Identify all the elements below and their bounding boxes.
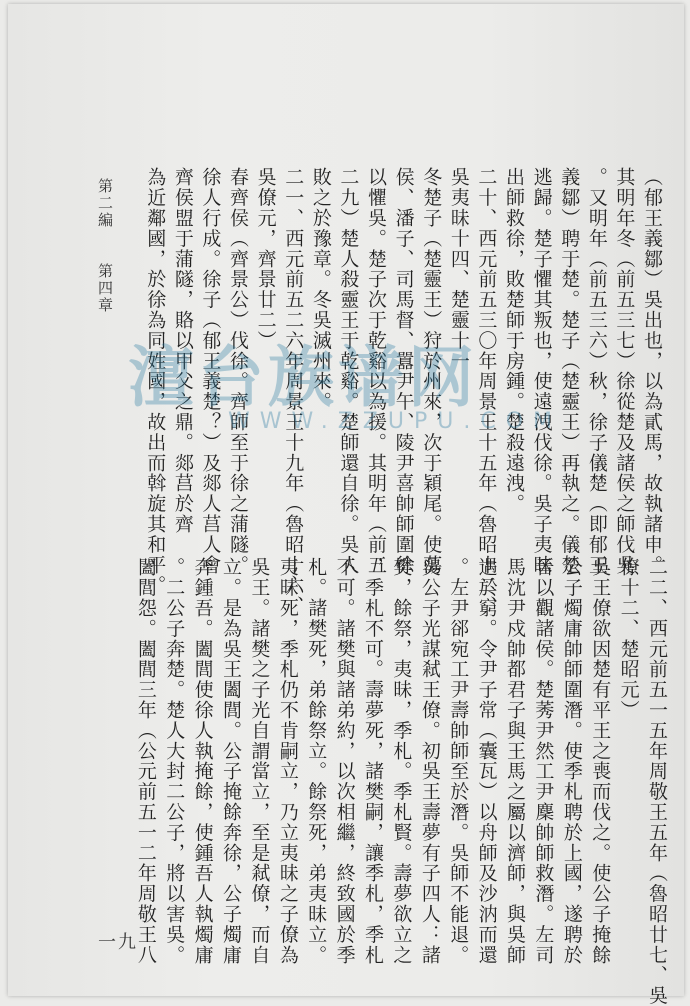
text-column: 二九）楚人殺靈王于乾谿。楚師還自徐。吳人 (337, 167, 360, 575)
text-column: 晉以觀諸侯。楚莠尹然工尹麇帥師救潛。左司 (532, 557, 555, 965)
text-column: 樊，餘祭，夷昧，季札。季札賢。壽夢欲立之 (390, 557, 413, 965)
text-column: 出師救徐，敗楚師于房鍾。楚殺遠洩。 (503, 167, 525, 514)
text-column: 遇於窮。令尹子常（囊瓦）以舟師及沙汭而還 (475, 557, 498, 965)
text-column: （郁王義鄒）吳出也，以為貳馬，故執諸申。 (641, 167, 663, 575)
text-column: 徐人行成。徐子（郁王義楚？）及郯人莒人會 (199, 167, 222, 575)
chapter-header: 第二編 第四章 (96, 178, 114, 314)
text-column: 札。諸樊死，弟餘祭立。餘祭死，弟夷昧立。 (305, 557, 328, 965)
text-column: 以懼吳。楚子次于乾谿以為援。其明年（前五 (365, 167, 387, 575)
text-column: 逃歸。楚子懼其叛也，使遠洩伐徐。吳子夷昧 (530, 167, 553, 575)
book-page (8, 4, 684, 1006)
text-column: 。二公子奔楚。楚人大封二公子，將以害吳。 (163, 557, 186, 965)
page-number: 一九 (98, 932, 138, 953)
text-column: 其明年冬（前五三七）徐從楚及諸侯之師伐吳 (613, 167, 636, 575)
text-column: 。又明年（前五三六）秋，徐子儀楚（即郁王 (585, 167, 608, 575)
text-column: 敗之於豫章。冬吳滅州來。 (309, 167, 332, 412)
text-column: 吳夷昧十四、楚靈十一 (447, 167, 470, 371)
text-column: 吳王。諸樊之子光自謂當立，至是弒僚，而自 (248, 557, 271, 965)
text-column: 。左尹郤宛工尹壽帥師至於潛。吳師不能退。 (447, 557, 470, 965)
text-column: 吳僚元，齊景廿二） (254, 167, 277, 351)
text-column: ，季札不可。壽夢死，諸樊嗣，讓季札，季札 (362, 557, 384, 965)
text-column: 奔鍾吾。闔閭使徐人執掩餘，使鍾吾人執燭庸 (191, 557, 214, 965)
text-column: 二二、西元前五一五年周敬王五年（魯昭廿七、吳 (646, 557, 668, 1006)
text-column: 夷昧死，季札仍不肯嗣立，乃立夷昧之子僚為 (276, 557, 299, 965)
text-column: 春齊侯（齊景公）伐徐。齊師至于徐之蒲隧。 (227, 167, 249, 575)
text-column: 馬沈尹戍帥都君子與王馬之屬以濟師，與吳師 (504, 557, 526, 965)
text-column: 不可。諸樊與諸弟約，以次相繼，終致國於季 (333, 557, 356, 965)
watermark-title: 澶台族谱网 (128, 339, 478, 416)
text-column: 義鄒）聘于楚。楚子（楚靈王）再執之。儀楚 (558, 167, 581, 575)
watermark-url: WWW.ZZUPU.COM (228, 409, 562, 434)
text-column: 齊侯盟于蒲隧，賂以甲父之鼎。郯莒於齊 (171, 167, 194, 535)
text-column: 吳王僚欲因楚有平王之喪而伐之。使公子掩餘 (589, 557, 612, 965)
text-column: 二一、西元前五二六年周景王十九年（魯昭十六、 (282, 167, 305, 616)
text-column: 為近鄰國，於徐為同姓國，故出而斡旋其和平。 (144, 167, 167, 596)
text-column: 闔閭怨。闔閭三年（公元前五一二年周敬王八 (134, 557, 157, 965)
text-column: 吳公子光謀弒王僚。初吳王壽夢有子四人：諸 (418, 557, 441, 965)
text-column: 二十、西元前五三〇年周景王十五年（魯昭十二、 (475, 167, 498, 616)
text-column: 僚十二、楚昭元） (617, 557, 640, 721)
text-column: 公子燭庸帥師圍潛。使季札聘於上國，遂聘於 (560, 557, 583, 965)
text-column: 侯、潘子、司馬督、囂尹午、陵尹喜帥師圍徐 (392, 167, 415, 575)
text-column: 立。是為吳王闔閭。公子掩餘奔徐，公子燭庸 (220, 557, 242, 965)
text-column: 冬楚子（楚靈王）狩於州來，次于穎尾。使蕩 (420, 167, 443, 575)
